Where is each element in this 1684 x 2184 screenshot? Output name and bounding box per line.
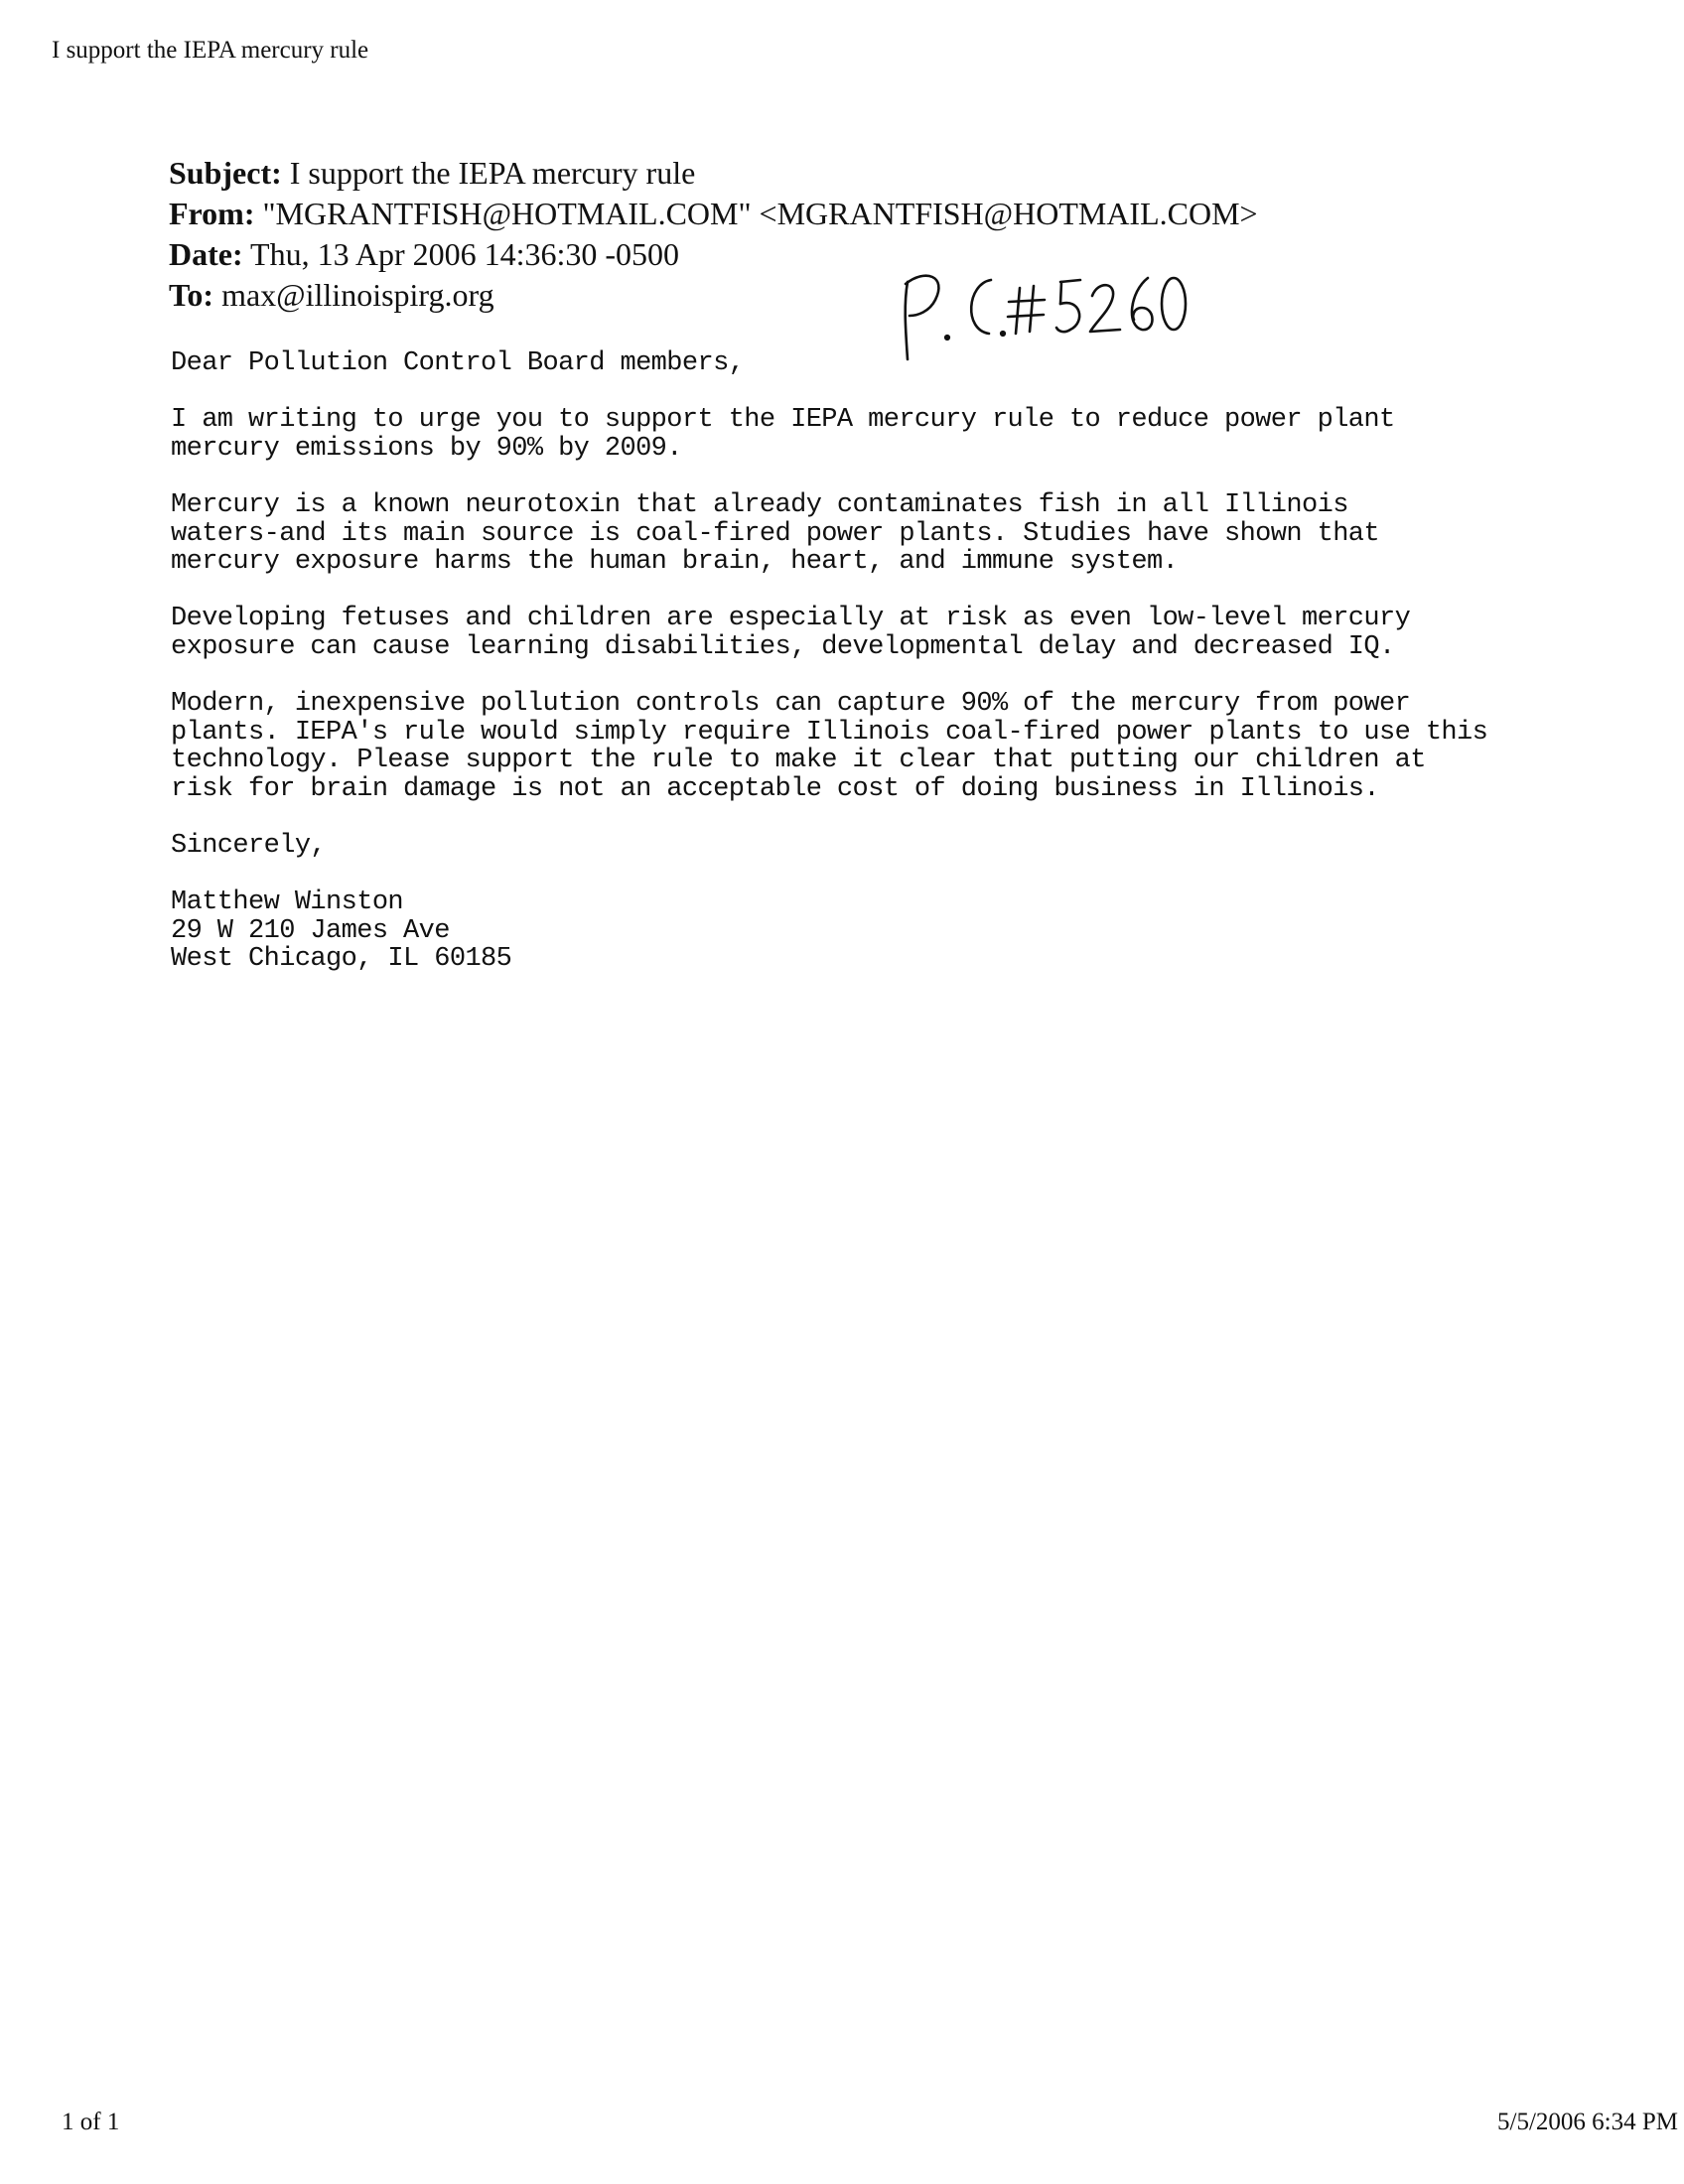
- paragraph-3: [171, 605, 1591, 661]
- page-header-title: I support the IEPA mercury rule: [52, 37, 369, 64]
- subject-label: Subject:: [169, 155, 282, 191]
- paragraph-line: I am writing to urge you to support the IEPA mercury rule to reduce power plant: [171, 405, 1395, 436]
- page-count: 1 of 1: [62, 2109, 120, 2135]
- date-value: Thu, 13 Apr 2006 14:36:30 -0500: [250, 236, 680, 272]
- from-line: [169, 194, 1258, 234]
- paragraph-line: Developing fetuses and children are especially at risk as even low-level mercury: [171, 604, 1411, 634]
- date-label: Date:: [169, 236, 243, 272]
- paragraph-line: plants. IEPA's rule would simply require Illinois coal-fired power plants to use this: [171, 717, 1488, 748]
- from-value: "MGRANTFISH@HOTMAIL.COM" <MGRANTFISH@HOTMAIL.COM>: [262, 196, 1258, 231]
- paragraph-line: mercury exposure harms the human brain, heart, and immune system.: [171, 547, 1179, 578]
- from-label: From:: [169, 196, 255, 231]
- subject-value: I support the IEPA mercury rule: [289, 155, 696, 191]
- paragraph-4: [171, 690, 1591, 803]
- paragraph-line: waters-and its main source is coal-fired power plants. Studies have shown that: [171, 518, 1380, 549]
- to-value: max@illinoispirg.org: [221, 277, 494, 313]
- greeting: [171, 349, 1591, 378]
- paragraph-line: technology. Please support the rule to make it clear that putting our children at: [171, 746, 1426, 776]
- greeting-text: Dear Pollution Control Board members,: [171, 348, 745, 378]
- paragraph-line: risk for brain damage is not an acceptable cost of doing business in Illinois.: [171, 773, 1380, 804]
- to-label: To:: [169, 277, 214, 313]
- closing-text: Sincerely,: [171, 831, 327, 862]
- closing: [171, 832, 1591, 861]
- subject-line: [169, 153, 1258, 194]
- paragraph-line: Mercury is a known neurotoxin that already contaminates fish in all Illinois: [171, 489, 1348, 520]
- print-timestamp: 5/5/2006 6:34 PM: [1497, 2109, 1678, 2135]
- paragraph-2: [171, 491, 1591, 577]
- signature-block: [171, 888, 1591, 974]
- paragraph-line: Modern, inexpensive pollution controls can capture 90% of the mercury from power: [171, 689, 1411, 720]
- letter-body: [171, 349, 1591, 1003]
- signature-address-line-2: West Chicago, IL 60185: [171, 944, 512, 975]
- paragraph-line: mercury emissions by 90% by 2009.: [171, 433, 682, 464]
- paragraph-line: exposure can cause learning disabilities, developmental delay and decreased IQ.: [171, 631, 1395, 662]
- paragraph-1: [171, 406, 1591, 463]
- signature-name: Matthew Winston: [171, 887, 404, 918]
- signature-address-line-1: 29 W 210 James Ave: [171, 915, 450, 946]
